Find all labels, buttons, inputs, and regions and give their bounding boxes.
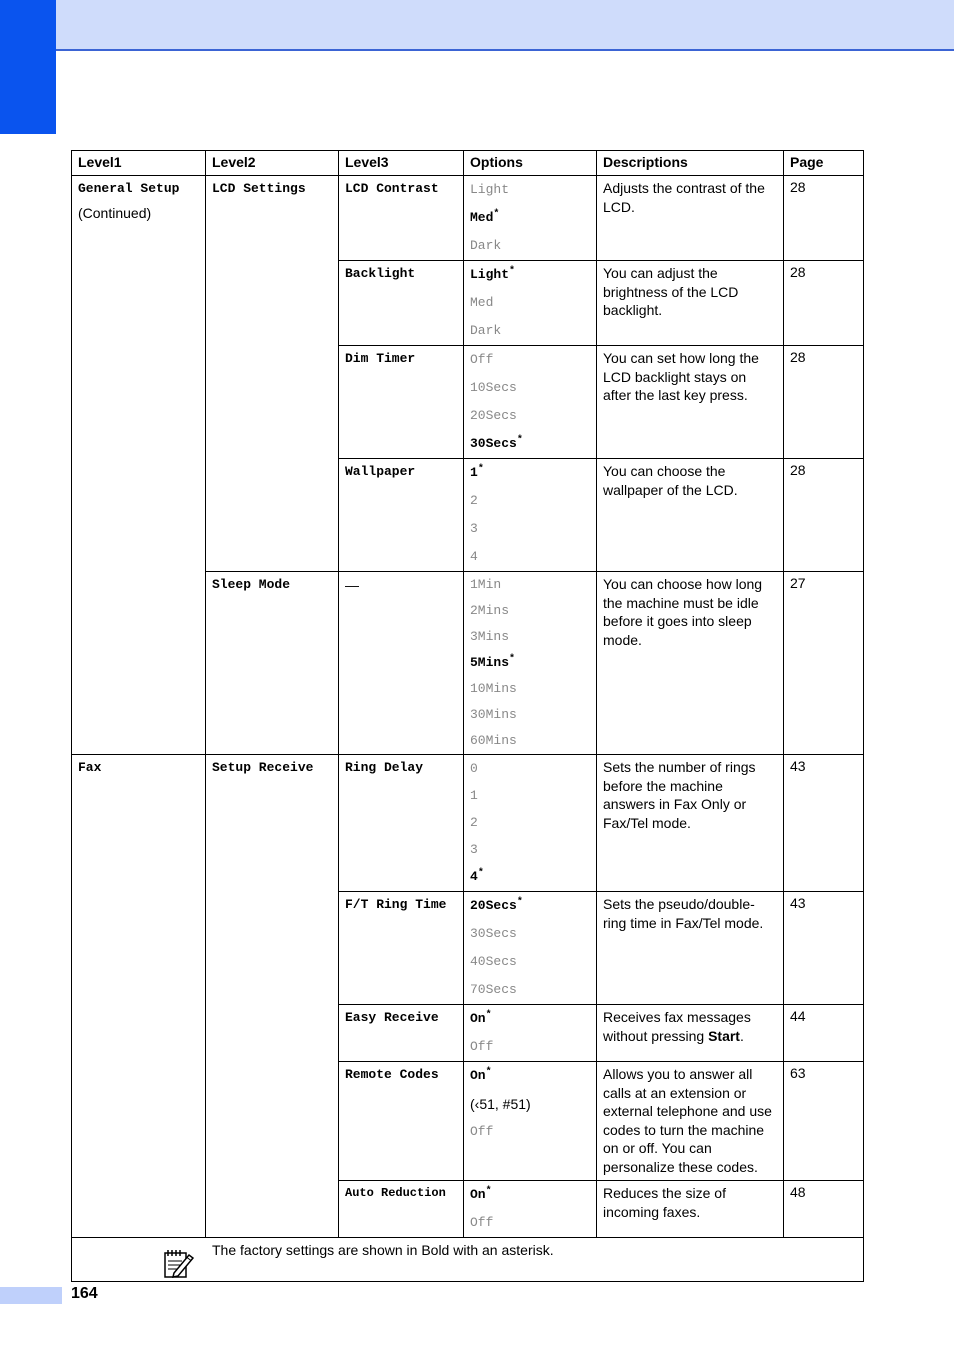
level2-cell <box>206 572 339 755</box>
option-item-default: On* <box>470 1067 492 1083</box>
level3-cell <box>339 459 464 572</box>
option-item: 70Secs <box>470 982 517 997</box>
option-item: 1Min <box>470 577 502 592</box>
option-item: Off <box>470 1215 494 1230</box>
level1-general-setup: General Setup <box>78 181 180 196</box>
level3-remote-codes: Remote Codes <box>345 1067 439 1082</box>
table-row <box>72 176 864 261</box>
options-cell <box>464 261 597 346</box>
option-item: Dark <box>470 238 502 253</box>
option-item: 3Mins <box>470 629 510 644</box>
level3-dash: — <box>345 577 359 593</box>
header-band <box>0 0 954 51</box>
option-item: 30Mins <box>470 707 517 722</box>
option-item-default: 4* <box>470 868 484 884</box>
level3-cell <box>339 892 464 1005</box>
table-row <box>72 755 864 892</box>
start-key-label: Start <box>708 1027 740 1044</box>
options-cell <box>464 459 597 572</box>
level1-fax: Fax <box>78 760 102 775</box>
options-cell <box>464 1062 597 1181</box>
option-item-default: 20Secs* <box>470 897 523 913</box>
option-item: Off <box>470 352 494 367</box>
level3-auto-reduction: Auto Reduction <box>345 1186 446 1200</box>
options-cell <box>464 1005 597 1062</box>
description-cell: You can adjust the brightness of the LCD backlight. <box>597 261 784 346</box>
option-item-codes: (‹51, #51) <box>470 1096 531 1112</box>
level2-cell <box>206 755 339 1238</box>
level3-cell <box>339 755 464 892</box>
description-cell: Allows you to answer all calls at an extension or external telephone and use codes to turn the machine on or off. You can personalize these codes. <box>597 1062 784 1181</box>
option-item: 2Mins <box>470 603 510 618</box>
header-level2: Level2 <box>206 151 339 176</box>
option-item: Light <box>470 182 510 197</box>
option-item: 1 <box>470 788 478 803</box>
page-cell: 63 <box>784 1062 864 1181</box>
option-item: Dark <box>470 323 502 338</box>
level3-lcd-contrast: LCD Contrast <box>345 181 439 196</box>
option-item-default: On* <box>470 1186 492 1202</box>
page-cell: 43 <box>784 892 864 1005</box>
header-level1: Level1 <box>72 151 206 176</box>
page-cell: 28 <box>784 346 864 459</box>
options-cell <box>464 1181 597 1238</box>
description-cell: You can choose how long the machine must be idle before it goes into sleep mode. <box>597 572 784 755</box>
level3-cell <box>339 346 464 459</box>
option-item: 3 <box>470 521 478 536</box>
page-cell: 28 <box>784 176 864 261</box>
level3-ft-ring-time: F/T Ring Time <box>345 897 447 912</box>
page-cell: 27 <box>784 572 864 755</box>
note-cell <box>72 1238 864 1282</box>
level3-wallpaper: Wallpaper <box>345 464 416 479</box>
level3-backlight: Backlight <box>345 266 416 281</box>
options-cell <box>464 755 597 892</box>
option-item: 10Secs <box>470 380 517 395</box>
note-row <box>72 1238 864 1282</box>
option-item: 20Secs <box>470 408 517 423</box>
description-cell: You can choose the wallpaper of the LCD. <box>597 459 784 572</box>
page-tab <box>0 1287 62 1304</box>
page-cell: 48 <box>784 1181 864 1238</box>
description-cell: Sets the number of rings before the machine answers in Fax Only or Fax/Tel mode. <box>597 755 784 892</box>
option-item: 10Mins <box>470 681 517 696</box>
options-cell <box>464 572 597 755</box>
level3-dim-timer: Dim Timer <box>345 351 416 366</box>
option-item-default: 30Secs* <box>470 435 523 451</box>
option-item: Med <box>470 295 494 310</box>
header-level3: Level3 <box>339 151 464 176</box>
option-item: 3 <box>470 842 478 857</box>
option-item: 30Secs <box>470 926 517 941</box>
level1-cell <box>72 755 206 1238</box>
option-item: 2 <box>470 493 478 508</box>
option-item-default: 1* <box>470 464 484 480</box>
header-page: Page <box>784 151 864 176</box>
header-descriptions: Descriptions <box>597 151 784 176</box>
level3-cell <box>339 261 464 346</box>
note-text: The factory settings are shown in Bold with an asterisk. <box>212 1242 554 1258</box>
description-cell: Receives fax messages without pressing Start. <box>597 1005 784 1062</box>
level3-easy-receive: Easy Receive <box>345 1010 439 1025</box>
level3-cell <box>339 176 464 261</box>
option-item-default: Light* <box>470 266 516 282</box>
level3-cell <box>339 572 464 755</box>
chapter-tab <box>0 0 56 134</box>
option-item: 60Mins <box>470 733 517 748</box>
option-item-default: 5Mins* <box>470 654 516 670</box>
description-cell: Adjusts the contrast of the LCD. <box>597 176 784 261</box>
header-row <box>72 151 864 176</box>
description-cell: Reduces the size of incoming faxes. <box>597 1181 784 1238</box>
option-item-default: On* <box>470 1010 492 1026</box>
options-cell <box>464 176 597 261</box>
page-cell: 28 <box>784 261 864 346</box>
page-number: 164 <box>71 1285 98 1302</box>
level3-ring-delay: Ring Delay <box>345 760 424 775</box>
menu-table <box>71 150 864 1282</box>
level2-sleep-mode: Sleep Mode <box>212 577 291 592</box>
page-cell: 28 <box>784 459 864 572</box>
option-item: 2 <box>470 815 478 830</box>
option-item: 4 <box>470 549 478 564</box>
description-cell: You can set how long the LCD backlight stays on after the last key press. <box>597 346 784 459</box>
option-item: 0 <box>470 761 478 776</box>
continued-label: (Continued) <box>78 205 152 221</box>
level3-cell <box>339 1005 464 1062</box>
option-item-default: Med* <box>470 209 500 225</box>
level3-cell <box>339 1062 464 1181</box>
page-cell: 44 <box>784 1005 864 1062</box>
note-pencil-icon <box>162 1247 194 1279</box>
option-item: Off <box>470 1039 494 1054</box>
options-cell <box>464 892 597 1005</box>
level2-cell <box>206 176 339 572</box>
level1-cell <box>72 176 206 755</box>
level3-cell <box>339 1181 464 1238</box>
level2-setup-receive: Setup Receive <box>212 760 314 775</box>
option-item: 40Secs <box>470 954 517 969</box>
page-cell: 43 <box>784 755 864 892</box>
header-options: Options <box>464 151 597 176</box>
option-item: Off <box>470 1124 494 1139</box>
level2-lcd-settings: LCD Settings <box>212 181 306 196</box>
description-cell: Sets the pseudo/double-ring time in Fax/Tel mode. <box>597 892 784 1005</box>
options-cell <box>464 346 597 459</box>
